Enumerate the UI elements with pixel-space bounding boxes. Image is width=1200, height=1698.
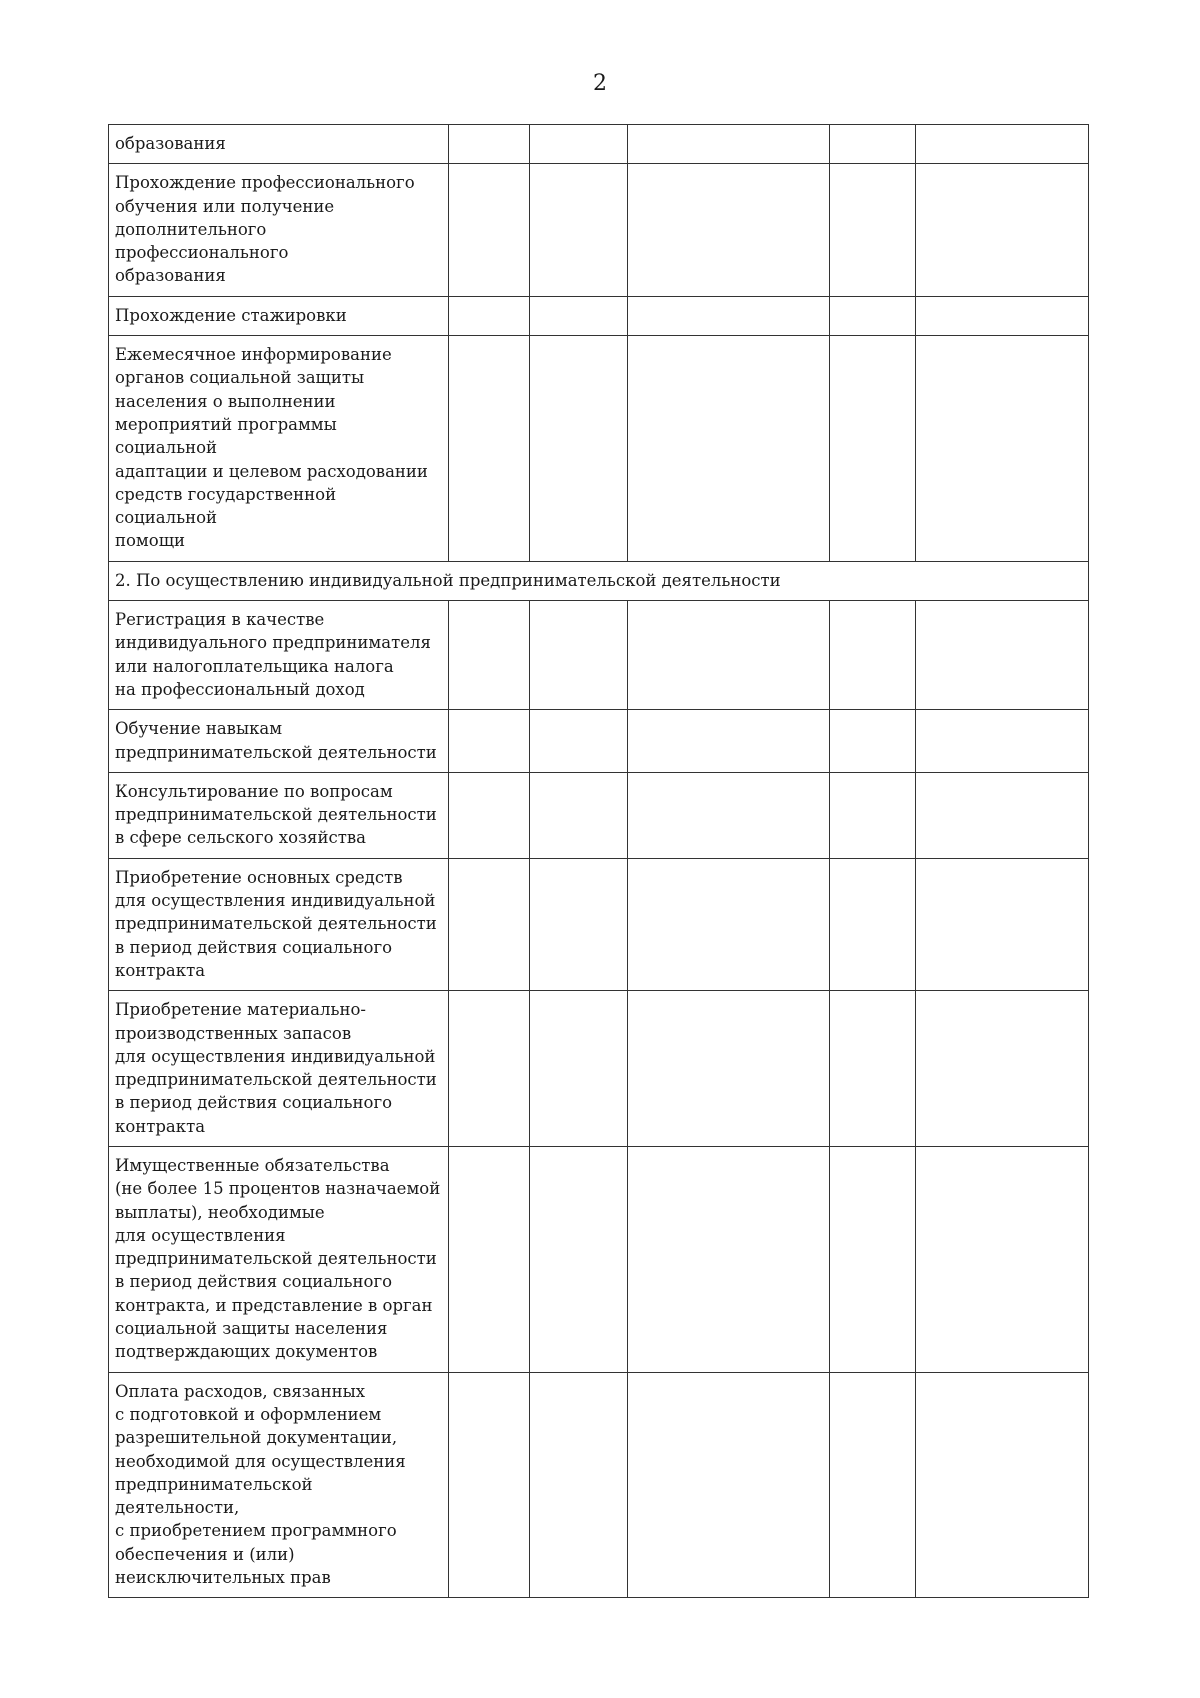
empty-cell — [916, 296, 1089, 335]
empty-cell — [916, 1146, 1089, 1372]
empty-cell — [449, 991, 530, 1147]
table-row — [109, 1372, 1089, 1598]
table-body — [109, 125, 1089, 1598]
page-number: 2 — [593, 71, 607, 96]
activity-cell: Ежемесячное информирование органов социальной защиты населения о выполнении мероприятий программы социальной адаптации и целевом расходовании средств государственной социальной помощи — [109, 336, 449, 562]
table-row — [109, 991, 1089, 1147]
empty-cell — [916, 772, 1089, 858]
empty-cell — [449, 296, 530, 335]
empty-cell — [449, 1372, 530, 1598]
empty-cell — [530, 991, 628, 1147]
empty-cell — [916, 710, 1089, 773]
empty-cell — [628, 336, 830, 562]
table-row — [109, 858, 1089, 990]
activity-cell: Регистрация в качестве индивидуального предпринимателя или налогоплательщика налога на профессиональный доход — [109, 601, 449, 710]
empty-cell — [830, 710, 916, 773]
activity-cell: Оплата расходов, связанных с подготовкой и оформлением разрешительной документации, необходимой для осуществления предпринимательской деятельности, с приобретением программного обеспечения и (или) неисключительных прав — [109, 1372, 449, 1598]
activity-cell: Прохождение стажировки — [109, 296, 449, 335]
table-row — [109, 125, 1089, 164]
empty-cell — [628, 772, 830, 858]
empty-cell — [530, 336, 628, 562]
table-row — [109, 164, 1089, 296]
empty-cell — [628, 164, 830, 296]
empty-cell — [530, 296, 628, 335]
empty-cell — [830, 772, 916, 858]
empty-cell — [830, 1146, 916, 1372]
empty-cell — [916, 601, 1089, 710]
empty-cell — [628, 991, 830, 1147]
activity-cell: образования — [109, 125, 449, 164]
empty-cell — [449, 125, 530, 164]
empty-cell — [628, 125, 830, 164]
table-row — [109, 710, 1089, 773]
empty-cell — [530, 710, 628, 773]
empty-cell — [830, 336, 916, 562]
empty-cell — [628, 710, 830, 773]
empty-cell — [449, 858, 530, 990]
empty-cell — [830, 125, 916, 164]
empty-cell — [449, 601, 530, 710]
empty-cell — [916, 164, 1089, 296]
activity-cell: Прохождение профессионального обучения или получение дополнительного профессионального образования — [109, 164, 449, 296]
empty-cell — [916, 1372, 1089, 1598]
empty-cell — [628, 1372, 830, 1598]
table-section-row — [109, 561, 1089, 600]
empty-cell — [449, 772, 530, 858]
empty-cell — [830, 164, 916, 296]
program-table — [108, 124, 1089, 1598]
empty-cell — [830, 1372, 916, 1598]
activity-cell: Приобретение материально- производственных запасов для осуществления индивидуальной предпринимательской деятельности в период действия социального контракта — [109, 991, 449, 1147]
empty-cell — [830, 858, 916, 990]
empty-cell — [628, 296, 830, 335]
empty-cell — [449, 1146, 530, 1372]
empty-cell — [628, 858, 830, 990]
empty-cell — [916, 991, 1089, 1147]
empty-cell — [530, 1146, 628, 1372]
table-row — [109, 601, 1089, 710]
section-heading: 2. По осуществлению индивидуальной предпринимательской деятельности — [109, 561, 1089, 600]
activity-cell: Имущественные обязательства (не более 15 процентов назначаемой выплаты), необходимые для осуществления предпринимательской деятельности в период действия социального контракта, и представление в орган социальной защиты населения подтверждающих документов — [109, 1146, 449, 1372]
activity-cell: Обучение навыкам предпринимательской деятельности — [109, 710, 449, 773]
empty-cell — [530, 164, 628, 296]
empty-cell — [916, 858, 1089, 990]
empty-cell — [628, 601, 830, 710]
empty-cell — [530, 601, 628, 710]
activity-cell: Консультирование по вопросам предпринимательской деятельности в сфере сельского хозяйства — [109, 772, 449, 858]
table-row — [109, 296, 1089, 335]
empty-cell — [449, 710, 530, 773]
empty-cell — [830, 991, 916, 1147]
empty-cell — [530, 858, 628, 990]
empty-cell — [628, 1146, 830, 1372]
empty-cell — [916, 336, 1089, 562]
table-row — [109, 336, 1089, 562]
activity-cell: Приобретение основных средств для осуществления индивидуальной предпринимательской деятельности в период действия социального контракта — [109, 858, 449, 990]
empty-cell — [530, 772, 628, 858]
empty-cell — [916, 125, 1089, 164]
empty-cell — [530, 125, 628, 164]
empty-cell — [830, 296, 916, 335]
empty-cell — [449, 164, 530, 296]
empty-cell — [830, 601, 916, 710]
empty-cell — [449, 336, 530, 562]
table-row — [109, 772, 1089, 858]
table-row — [109, 1146, 1089, 1372]
empty-cell — [530, 1372, 628, 1598]
